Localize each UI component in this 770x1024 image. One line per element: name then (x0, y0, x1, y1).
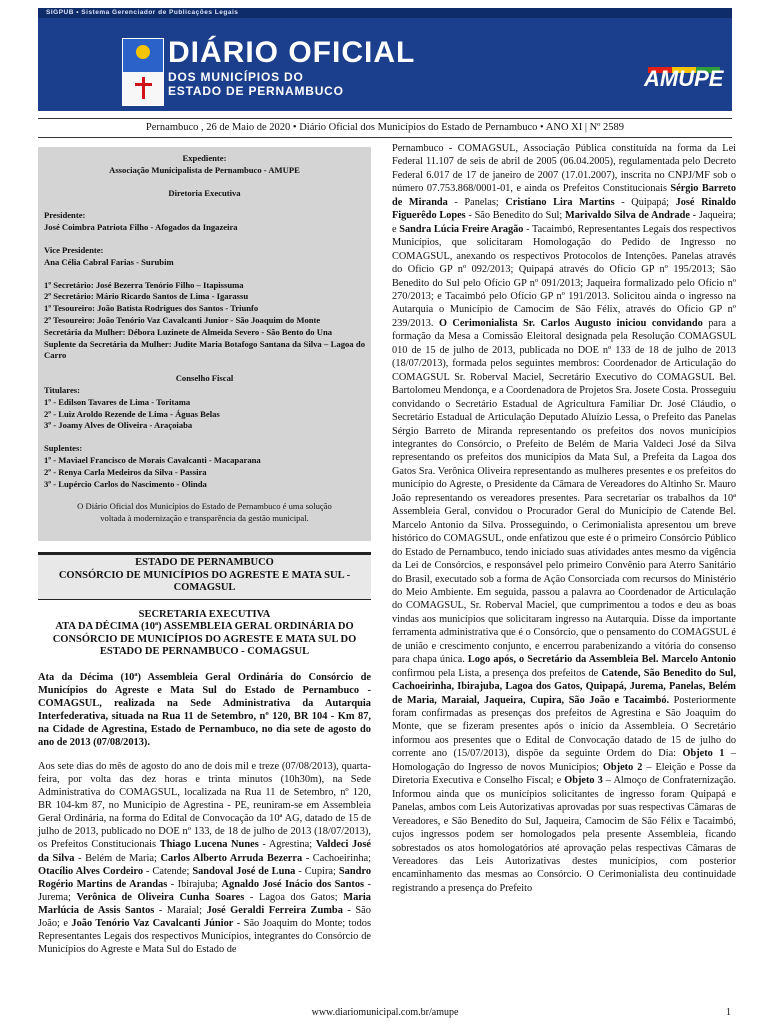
body-text: – Eleição e Posse da Diretoria Executiva e Conselho Fiscal; e (392, 761, 736, 787)
body-text: - Jurema; (38, 878, 372, 903)
body-text: – Homologação do Ingresso de novos Municípios; (392, 748, 736, 773)
body-bold-name: Sandra Lúcia Freire Aragão (399, 223, 524, 235)
body-text: - Jaqueira; e (392, 210, 736, 235)
titular-item: 3º - Joamy Alves de Oliveira - Araçoiaba (44, 420, 193, 431)
body-bold-name: Agnaldo José Inácio dos Santos (221, 878, 365, 890)
cargo-item: Suplente da Secretária da Mulher: Judite Maria Botafogo Santana da Silva – Lagoa do Carro (44, 338, 365, 361)
body-text: - Cachoeirinha; (302, 852, 372, 864)
body-bold-name: Otacílio Alves Cordeiro (38, 865, 144, 877)
page-number: 1 (726, 1007, 731, 1018)
cargo-item: 1º Secretário: José Bezerra Tenório Filho – Itapissuma (44, 279, 244, 290)
body-bold-name: Thiago Lucena Nunes (159, 839, 259, 851)
header-rule-top (38, 118, 732, 119)
body-bold-name: Marivaldo Silva de Andrade (565, 210, 690, 222)
body-text: - Ibirajuba; (167, 878, 222, 890)
section-title-line-1: SECRETARIA EXECUTIVA (138, 608, 271, 620)
right-column (392, 142, 736, 895)
expediente-org: Associação Municipalista de Pernambuco - AMUPE (109, 164, 300, 175)
vice-name: Ana Célia Cabral Farias - Surubim (44, 256, 174, 267)
body-text: - Lagoa dos Gatos; (244, 891, 344, 903)
titular-item: 1º - Edilson Tavares de Lima - Toritama (44, 396, 191, 407)
body-bold-name: João Tenório Vaz Cavalcanti Júnior (71, 918, 234, 929)
logo-text: AMUPE (644, 66, 724, 91)
section-title-line-2: ATA DA DÉCIMA (10ª) ASSEMBLEIA GERAL ORDINÁRIA DO CONSÓRCIO DE MUNICÍPIOS DO AGRESTE E MATA SUL DO ESTADO DE PERNAMBUCO - COMAGSUL (52, 621, 357, 658)
body-bold-name: Cristiano Lira Martins (505, 196, 615, 208)
body-bold-name: Maria Marlúcia de Assis Santos (38, 891, 371, 916)
body-text: - Quipapá; (614, 196, 676, 208)
amupe-logo (644, 54, 728, 94)
body-text: Posteriormente foram confirmadas as presenças dos prefeitos de Agrestina e São Joaquim do Monte, que se fizeram presentes após o início da Assembleia. O Secretário informou aos presentes que o Edital de Convocação datado de 15 de julho do corrente ano (15/07/2013), dispõe da seguinte Ordem do Dia: (392, 694, 737, 760)
body-text: - Cupira; (295, 865, 339, 877)
cargo-item: 1º Tesoureiro: João Batista Rodrigues dos Santos - Triunfo (44, 303, 259, 314)
body-bold-name: Objeto 1 (682, 748, 725, 760)
masthead-banner (38, 8, 732, 111)
suplente-item: 3º - Lupércio Carlos do Nascimento - Olinda (44, 478, 207, 489)
body-bold-name: Valdeci José da Silva (38, 839, 372, 864)
presidente-label: Presidente: (44, 210, 86, 221)
vice-label: Vice Presidente: (44, 244, 104, 255)
body-bold-name: O Cerimonialista Sr. Carlos Augusto iniciou convidando (438, 317, 703, 329)
masthead-title: DIÁRIO OFICIAL (168, 36, 416, 69)
masthead-subtitle-2: ESTADO DE PERNAMBUCO (168, 84, 344, 98)
expediente-box (38, 147, 371, 541)
expediente-title: Expediente: (182, 153, 227, 163)
sigpub-strip: SIGPUB • Sistema Gerenciador de Publicações Legais (38, 8, 732, 18)
header-rule-bottom (38, 137, 732, 138)
body-text: - Belém de Maria; (74, 852, 161, 864)
cargo-item: Secretária da Mulher: Débora Luzinete de Almeida Severo - São Bento do Una (44, 326, 333, 337)
state-heading-box (38, 552, 371, 600)
body-bold-name: Objeto 2 (602, 761, 643, 773)
body-text: - Agrestina; (258, 839, 316, 851)
body-bold-name: José Geraldi Ferreira Zumba (206, 904, 343, 916)
suplente-item: 2º - Renya Carla Medeiros da Silva - Passira (44, 466, 207, 477)
body-bold-name: Sandro Rogério Martins de Arandas (38, 865, 372, 890)
body-bold-name: José Rinaldo Figuerêdo Lopes (392, 196, 736, 222)
body-text: - Maraial; (154, 904, 207, 916)
suplentes-label: Suplentes: (44, 443, 83, 454)
body-text: confirmou pela Lista, a presença dos prefeitos de (392, 667, 602, 679)
body-text: – Almoço de Confraternização. Informou ainda que os municípios solicitantes de ingresso foram Quipapá e Panelas, ambos com Leis Autorizativas aprovadas por suas respectivas Câmaras de Vereadores, e São Benedito do Sul, Jaqueira, Camocim de São Félix e Tacaimbó, cujos ingressos podem ser homologados pela presente Assembleia, ficando sobrestados os atos homologatórios até aprovação pelas respectivas Câmaras de Vereadores das Leis Autorizativas destes municípios, com posterior encaminhamento das mesmas ao Consórcio. O Cerimonialista deu continuidade registrando a presença do Prefeito (392, 775, 736, 894)
body-bold-name: Verônica de Oliveira Cunha Soares (76, 891, 245, 903)
body-text: - São Benedito do Sul; (465, 210, 566, 222)
body-bold-name: Carlos Alberto Arruda Bezerra (160, 852, 303, 864)
body-text: - São Joaquim do Monte; todos Representantes Legais dos respectivos Municípios, integrantes do Consórcio de Municípios do Agreste e Mata Sul do Estado de (38, 918, 372, 956)
body-text: Aos sete dias do mês de agosto do ano de dois mil e treze (07/08/2013), quarta-feira, por volta das dez horas e trinta minutos (10h30m), na Sede Administrativa do COMAGSUL, localizada na Rua 11 de Setembro, nº 120, BR 104-km 87, no Município de Agrestina - PE, reuniram-se em Assembleia Geral Ordinária, na forma do Edital de Convocação da 10ª AG, datado de 15 de julho de 2013, publicado no DOE nº 133, de 18 de julho de 2013 (18/07/2013), os Prefeitos Constitucionais (38, 760, 371, 851)
body-bold-name: Sérgio Barreto de Miranda (392, 183, 737, 208)
titular-item: 2º - Luiz Aroldo Rezende de Lima - Águas Belas (44, 408, 220, 419)
left-column (38, 147, 371, 956)
body-text: - Catende; (143, 865, 193, 877)
body-text: Pernambuco - COMAGSUL, Associação Pública constituída na forma da Lei Federal 11.107 de seis de abril de 2005 (06.04.2005), regulamentada pelo Decreto Federal 6.017 de 17 de janeiro de 2007 (17.01.2007), inscrita no CNPJ/MF sob o número 07.753.868/0001-01, e ainda os Prefeitos Constitucionais (392, 143, 736, 195)
body-text: - Panelas; (447, 196, 506, 208)
masthead-subtitle-1: DOS MUNICÍPIOS DO (168, 70, 304, 84)
body-text: - Tacaimbó, Representantes Legais dos respectivos Municípios, que solicitaram Homologação do Pedido de Ingresso no COMAGSUL, anexando os respectivos Protocolos de Intenções. Panelas através do Ofício GP nº 092/2013; Quipapá através do Ofício GP nº 195/2013; São Benedito do Sul pelo Ofício GP nº 091/2013; Jaqueira formalizado pelo Ofício nº 270/2013; e Tacaimbó pelo Ofício GP nº 191/2013. Solicitou ainda o ingresso na Autarquia o Município de Camocim de São Félix, através do Ofício GP nº 239/2013. (392, 223, 736, 329)
footer-url-link[interactable]: www.diariomunicipal.com.br/amupe (311, 1007, 459, 1018)
issue-info: Pernambuco , 26 de Maio de 2020 • Diário Oficial dos Municípios do Estado de Pernambuco • ANO XI | Nº 2589 (145, 122, 625, 133)
titulares-label: Titulares: (44, 384, 80, 395)
cargo-item: 2º Secretário: Mário Ricardo Santos de Lima - Igarassu (44, 291, 249, 302)
body-text: para a formação da Mesa a Comissão Eleitoral designada pela Resolução COMAGSUL 010 de 15 de julho de 2013, publicada no DOE nº 133 de 18 de julho de 2013 (18/07/2013), formada pelos seguintes membros: Coordenador de Articulação do COMAGSUL Sr. Roberval Maciel, Secretário Executivo do COMAGSUL Bel. Bartolomeu Mendonça, e a Coordenadora de Projetos Sra. Josete Costa. Prosseguiu convidando o Secretário Estadual de Agricultura Familiar Dr. José Cláudio, o Secretário Estadual de Articulação Deputado Aluízio Lessa, o Prefeito das Panelas Sérgio Barreto de Miranda representando os prefeitos dos novos municípios integrantes do Consórcio, o Prefeito de Belém de Maria Valdeci José da Silva representando os prefeitos dos municípios da Mata Sul, a Prefeita da Lagoa dos Gatos Sra. Verônica Oliveira representando as mulheres presentes e os prefeitos do município do Agreste, o Presidente da Câmara de Vereadores do Altinho Sr. Mauro João representando os vereadores presentes. Para secretariar os trabalhos da 10ª Assembleia Geral, convidou o Procurador Geral do Município de Catende Bel. Marcelo Antonio da Silva. Prosseguindo, o Cerimonialista apresentou um breve histórico do COMAGSUL, onde enfatizou que este é o primeiro Consórcio Público do Estado de Pernambuco, tendo iniciado suas atividades antes mesmo da vigência da Lei de Consórcios, e responsável pelo primeiro Convênio para Aterro Sanitário do Brasil, executado sob a forma de Ação Consorciada com recursos do Ministério do Meio Ambiente. Em seguida, passou a palavra ao Coordenador de Articulação do COMAGSUL, Sr. Roberval Maciel, que cumprimentou a todos e deu as boas vindas aos municípios que solicitaram ingresso na Autarquia. Disse da importante ferramenta administrativa que é o Consórcio, que o pensamento do COMAGSUL é de união e crescimento conjunto, e encerrou parabenizando a vitória do consenso para chapa única. (392, 317, 737, 666)
cargo-item: 2º Tesoureiro: João Tenório Vaz Cavalcanti Junior - São Joaquim do Monte (44, 314, 321, 325)
section-title (38, 609, 371, 659)
conselho-title: Conselho Fiscal (175, 373, 234, 384)
body-bold-name: Logo após, o Secretário da Assembleia Bel. Marcelo Antonio (467, 654, 736, 666)
body-bold-name: Catende, São Benedito do Sul, Cachoeirinha, Ibirajuba, Lagoa dos Gatos, Quipapá, Jurema, Panelas, Belém de Maria, Maraial, Jaqueira, Cupira, São João e Tacaimbó. (392, 667, 736, 706)
body-bold-name: Objeto 3 (564, 775, 603, 787)
expediente-note: O Diário Oficial dos Municípios do Estado de Pernambuco é uma solução voltada à modernização e transparência da gestão municipal. (77, 501, 332, 524)
pernambuco-flag-icon (122, 38, 164, 106)
body-bold-name: Sandoval José de Luna (192, 865, 296, 877)
diretoria-title: Diretoria Executiva (168, 187, 241, 198)
presidente-name: José Coimbra Patriota Filho - Afogados da Ingazeira (44, 222, 238, 233)
state-heading-line-1: ESTADO DE PERNAMBUCO (135, 557, 274, 568)
ata-body-paragraph (38, 760, 371, 956)
suplente-item: 1º - Maviael Francisco de Morais Cavalcanti - Macaparana (44, 454, 261, 465)
ata-lead-paragraph: Ata da Décima (10ª) Assembleia Geral Ordinária do Consórcio de Municípios do Agreste e Mata Sul do Estado de Pernambuco - COMAGSUL, realizada na Sede Administrativa da Autarquia Interfederativa, situada na Rua 11 de Setembro, nº 120, BR 104 - Km 87, na Cidade de Agrestina, Estado de Pernambuco, no dia sete de agosto do ano de 2013 (07/08/2013). (38, 671, 371, 748)
body-text: - São João; e (38, 904, 371, 929)
state-heading-line-2: CONSÓRCIO DE MUNICÍPIOS DO AGRESTE E MATA SUL - COMAGSUL (58, 569, 351, 593)
